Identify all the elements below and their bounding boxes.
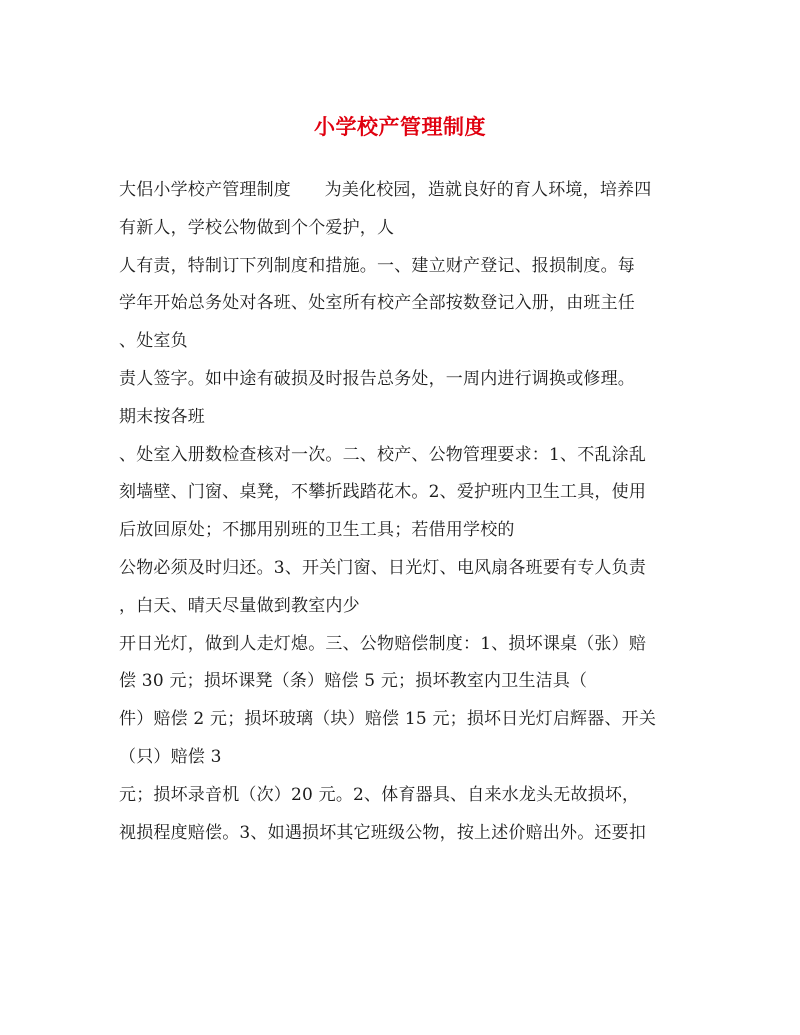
body-line: 、处室负: [119, 331, 188, 352]
body-line: 开日光灯，做到人走灯熄。三、公物赔偿制度：1、损坏课桌（张）赔: [119, 633, 647, 654]
body-line: 公物必须及时归还。3、开关门窗、日光灯、电风扇各班要有专人负责: [119, 557, 647, 578]
body-line: ，白天、晴天尽量做到教室内少: [119, 595, 360, 616]
document-title: 小学校产管理制度: [314, 114, 486, 139]
body-line: 后放回原处；不挪用别班的卫生工具；若借用学校的: [119, 520, 515, 541]
body-line: 视损程度赔偿。3、如遇损坏其它班级公物，按上述价赔出外。还要扣: [119, 822, 647, 843]
body-line: 人有责，特制订下列制度和措施。一、建立财产登记、报损制度。每: [119, 255, 635, 276]
body-line: 件）赔偿 2 元；损坏玻璃（块）赔偿 15 元；损坏日光灯启辉器、开关: [119, 709, 657, 730]
body-line: 元；损坏录音机（次）20 元。2、体育器具、自来水龙头无故损坏，: [119, 784, 640, 805]
body-line: 刻墙壁、门窗、桌凳，不攀折践踏花木。2、爱护班内卫生工具，使用: [119, 482, 647, 503]
document-body: [119, 172, 689, 852]
body-line: 有新人，学校公物做到个个爱护，人: [119, 217, 395, 238]
body-line: 责人签字。如中途有破损及时报告总务处，一周内进行调换或修理。: [119, 368, 635, 389]
body-line: 、处室入册数检查核对一次。二、校产、公物管理要求：1、不乱涂乱: [119, 444, 647, 465]
body-line: 大侣小学校产管理制度 为美化校园，造就良好的育人环境，培养四: [119, 180, 652, 200]
body-line: 期末按各班: [119, 406, 205, 427]
body-line: 学年开始总务处对各班、处室所有校产全部按数登记入册，由班主任: [119, 293, 635, 314]
body-line: （只）赔偿 3: [119, 746, 222, 767]
body-line: 偿 30 元；损坏课凳（条）赔偿 5 元；损坏教室内卫生洁具（: [119, 671, 588, 692]
